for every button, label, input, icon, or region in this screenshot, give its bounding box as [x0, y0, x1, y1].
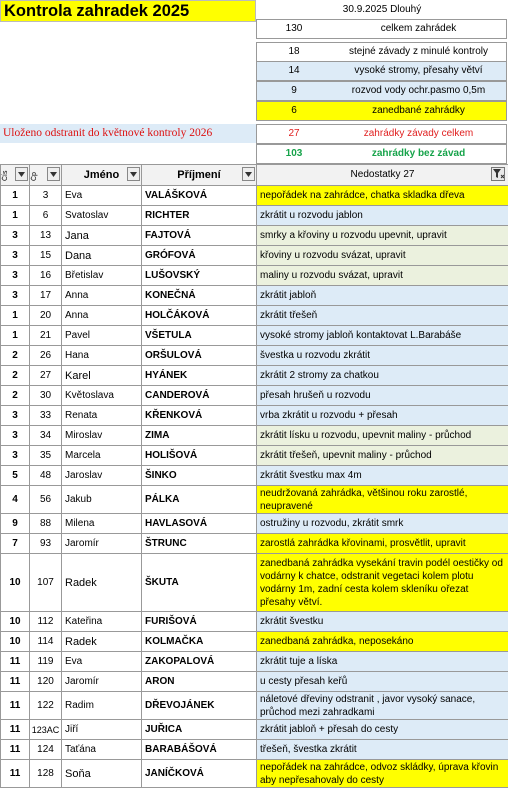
surname-cell[interactable]: FURIŠOVÁ [142, 612, 257, 632]
first-name-cell[interactable]: Jiří [62, 720, 142, 740]
surname-cell[interactable]: ŠTRUNC [142, 534, 257, 554]
defect-cell[interactable]: vysoké stromy jabloň kontaktovat L.Barabáše [257, 326, 508, 346]
house-number-cell[interactable]: 13 [30, 226, 62, 246]
first-name-cell[interactable]: Jakub [62, 486, 142, 514]
table-row[interactable] [1, 632, 508, 652]
row-number-cell[interactable]: 2 [1, 366, 30, 386]
surname-cell[interactable]: JUŘICA [142, 720, 257, 740]
house-number-cell[interactable]: 123AC [30, 720, 62, 740]
table-row[interactable] [1, 692, 508, 720]
row-number-cell[interactable]: 2 [1, 386, 30, 406]
row-number-cell[interactable]: 5 [1, 466, 30, 486]
stat-row[interactable] [256, 124, 507, 144]
first-name-cell[interactable]: Jana [62, 226, 142, 246]
sheet-title[interactable]: Kontrola zahradek 2025 [0, 0, 256, 22]
first-name-cell[interactable]: Marcela [62, 446, 142, 466]
defect-cell[interactable]: zkrátit třešeň [257, 306, 508, 326]
surname-cell[interactable]: HYÁNEK [142, 366, 257, 386]
filter-dropdown-icon[interactable] [47, 167, 60, 181]
row-number-cell[interactable]: 7 [1, 534, 30, 554]
table-row[interactable] [1, 406, 508, 426]
date-inspector-cell[interactable]: 30.9.2025 Dlouhý [342, 4, 422, 15]
surname-cell[interactable]: ZAKOPALOVÁ [142, 652, 257, 672]
row-number-cell[interactable]: 11 [1, 652, 30, 672]
house-number-cell[interactable]: 16 [30, 266, 62, 286]
house-number-cell[interactable]: 114 [30, 632, 62, 652]
defect-cell[interactable]: třešeň, švestka zkrátit [257, 740, 508, 760]
first-name-cell[interactable]: Renata [62, 406, 142, 426]
defect-cell[interactable]: zkrátit jabloň [257, 286, 508, 306]
table-row[interactable] [1, 246, 508, 266]
house-number-cell[interactable]: 128 [30, 760, 62, 788]
stat-label: stejné závady z minulé kontroly [349, 46, 488, 57]
table-row[interactable] [1, 366, 508, 386]
first-name-cell[interactable]: Radek [62, 632, 142, 652]
row-number-cell[interactable]: 3 [1, 266, 30, 286]
first-name-cell[interactable]: Eva [62, 186, 142, 206]
stat-row[interactable] [256, 81, 507, 101]
first-name-cell[interactable]: Radim [62, 692, 142, 720]
filter-dropdown-icon[interactable] [242, 167, 255, 181]
defect-cell[interactable]: zkrátit lísku u rozvodu, upevnit maliny - průchod [257, 426, 508, 446]
header-row [1, 165, 508, 186]
defect-cell[interactable]: neudržovaná zahrádka, většinou roku zarostlé, neupravené [257, 486, 508, 514]
stat-count: 27 [288, 128, 300, 139]
surname-cell[interactable]: PÁLKA [142, 486, 257, 514]
stat-row[interactable] [256, 19, 507, 39]
first-name-cell[interactable]: Anna [62, 306, 142, 326]
surname-cell[interactable]: DŘEVOJÁNEK [142, 692, 257, 720]
header-prijmeni-label: Příjmení [177, 169, 221, 181]
defect-cell[interactable]: zkrátit tuje a líska [257, 652, 508, 672]
defect-cell[interactable]: zanedbaná zahrádka vysekání travin podél oestičky od vodárny k chatce, odstranit vegetaci kolem plotu vodárny 1m, zadní cesta kolem skleníku ořezat přesahy větví. [257, 554, 508, 612]
row-number-cell[interactable]: 3 [1, 246, 30, 266]
surname-cell[interactable]: FAJTOVÁ [142, 226, 257, 246]
house-number-cell[interactable]: 27 [30, 366, 62, 386]
house-number-cell[interactable]: 17 [30, 286, 62, 306]
first-name-cell[interactable]: Eva [62, 652, 142, 672]
stat-count: 18 [288, 46, 300, 57]
house-number-cell[interactable]: 107 [30, 554, 62, 612]
defect-cell[interactable]: zkrátit u rozvodu jablon [257, 206, 508, 226]
surname-cell[interactable]: ŠINKO [142, 466, 257, 486]
header-cislo[interactable] [1, 165, 30, 186]
first-name-cell[interactable]: Jaromír [62, 672, 142, 692]
defect-cell[interactable]: přesah hrušeň u rozvodu [257, 386, 508, 406]
stat-label: celkem zahrádek [380, 23, 457, 34]
surname-cell[interactable]: JANÍČKOVÁ [142, 760, 257, 788]
defect-cell[interactable]: zkrátit švestku [257, 612, 508, 632]
table-row[interactable] [1, 386, 508, 406]
row-number-cell[interactable]: 3 [1, 426, 30, 446]
table-row[interactable] [1, 206, 508, 226]
house-number-cell[interactable]: 48 [30, 466, 62, 486]
first-name-cell[interactable]: Hana [62, 346, 142, 366]
table-row[interactable] [1, 612, 508, 632]
defect-cell[interactable]: švestka u rozvodu zkrátit [257, 346, 508, 366]
stat-row[interactable] [256, 61, 507, 81]
header-prijmeni[interactable] [142, 165, 257, 186]
row-number-cell[interactable]: 1 [1, 326, 30, 346]
stat-label: zahrádky bez závad [371, 148, 466, 159]
stat-count: 9 [291, 85, 297, 96]
house-number-cell[interactable]: 119 [30, 652, 62, 672]
defect-cell[interactable]: ostružiny u rozvodu, zkrátit smrk [257, 514, 508, 534]
house-number-cell[interactable]: 6 [30, 206, 62, 226]
table-row[interactable] [1, 554, 508, 612]
stat-label: rozvod vody ochr.pasmo 0,5m [351, 85, 486, 96]
table-row[interactable] [1, 514, 508, 534]
table-row[interactable] [1, 720, 508, 740]
table-row[interactable] [1, 266, 508, 286]
table-row[interactable] [1, 306, 508, 326]
row-number-cell[interactable]: 3 [1, 286, 30, 306]
filter-dropdown-icon[interactable] [127, 167, 140, 181]
house-number-cell[interactable]: 21 [30, 326, 62, 346]
stat-label: zahrádky závady celkem [363, 128, 474, 139]
row-number-cell[interactable]: 11 [1, 692, 30, 720]
house-number-cell[interactable]: 34 [30, 426, 62, 446]
house-number-cell[interactable]: 88 [30, 514, 62, 534]
filter-dropdown-icon[interactable] [15, 167, 28, 181]
table-row[interactable] [1, 286, 508, 306]
table-row[interactable] [1, 486, 508, 514]
house-number-cell[interactable]: 93 [30, 534, 62, 554]
first-name-cell[interactable]: Jaromír [62, 534, 142, 554]
inspection-table [0, 164, 508, 788]
defect-cell[interactable]: zarostlá zahrádka křovinami, prosvětlit, upravit [257, 534, 508, 554]
house-number-cell[interactable]: 120 [30, 672, 62, 692]
surname-cell[interactable]: LUŠOVSKÝ [142, 266, 257, 286]
defect-cell[interactable]: zkrátit švestku max 4m [257, 466, 508, 486]
house-number-cell[interactable]: 3 [30, 186, 62, 206]
stat-count: 130 [285, 23, 303, 34]
house-number-cell[interactable]: 30 [30, 386, 62, 406]
row-number-cell[interactable]: 10 [1, 632, 30, 652]
defect-cell[interactable]: maliny u rozvodu svázat, upravit [257, 266, 508, 286]
row-number-cell[interactable]: 1 [1, 206, 30, 226]
first-name-cell[interactable]: Milena [62, 514, 142, 534]
house-number-cell[interactable]: 56 [30, 486, 62, 514]
table-row[interactable] [1, 672, 508, 692]
surname-cell[interactable]: KŘENKOVÁ [142, 406, 257, 426]
row-number-cell[interactable]: 10 [1, 612, 30, 632]
row-number-cell[interactable]: 9 [1, 514, 30, 534]
defect-cell[interactable]: zkrátit jabloň + přesah do cesty [257, 720, 508, 740]
filter-active-icon[interactable] [491, 167, 505, 181]
row-number-cell[interactable]: 10 [1, 554, 30, 612]
table-row[interactable] [1, 426, 508, 446]
table-row[interactable] [1, 740, 508, 760]
first-name-cell[interactable]: Radek [62, 554, 142, 612]
table-row[interactable] [1, 186, 508, 206]
house-number-cell[interactable]: 20 [30, 306, 62, 326]
first-name-cell[interactable]: Miroslav [62, 426, 142, 446]
house-number-cell[interactable]: 26 [30, 346, 62, 366]
defect-cell[interactable]: zkrátit 2 stromy za chatkou [257, 366, 508, 386]
defect-cell[interactable]: náletové dřeviny odstranit , javor vysoký sanace, průchod mezi zahradkami [257, 692, 508, 720]
row-number-cell[interactable]: 1 [1, 186, 30, 206]
table-row[interactable] [1, 346, 508, 366]
stat-row[interactable] [256, 101, 507, 121]
stat-row[interactable] [256, 144, 507, 164]
surname-cell[interactable]: BARABÁŠOVÁ [142, 740, 257, 760]
table-row[interactable] [1, 760, 508, 788]
first-name-cell[interactable]: Květoslava [62, 386, 142, 406]
table-row[interactable] [1, 466, 508, 486]
stat-label: vysoké stromy, přesahy větví [354, 65, 483, 76]
surname-cell[interactable]: RICHTER [142, 206, 257, 226]
table-row[interactable] [1, 446, 508, 466]
stat-row[interactable] [256, 42, 507, 62]
surname-cell[interactable]: ZIMA [142, 426, 257, 446]
first-name-cell[interactable]: Břetislav [62, 266, 142, 286]
house-number-cell[interactable]: 33 [30, 406, 62, 426]
defect-cell[interactable]: křoviny u rozvodu svázat, upravit [257, 246, 508, 266]
house-number-cell[interactable]: 35 [30, 446, 62, 466]
header-nedostatky[interactable] [257, 165, 508, 186]
first-name-cell[interactable]: Soňa [62, 760, 142, 788]
row-number-cell[interactable]: 11 [1, 720, 30, 740]
first-name-cell[interactable]: Karel [62, 366, 142, 386]
table-row[interactable] [1, 534, 508, 554]
surname-cell[interactable]: HOLIŠOVÁ [142, 446, 257, 466]
defect-cell[interactable]: smrky a křoviny u rozvodu upevnit, upravit [257, 226, 508, 246]
table-row[interactable] [1, 652, 508, 672]
house-number-cell[interactable]: 112 [30, 612, 62, 632]
deadline-note[interactable]: Uloženo odstranit do květnové kontroly 2026 [0, 124, 256, 143]
first-name-cell[interactable]: Kateřina [62, 612, 142, 632]
defect-cell[interactable]: nepořádek na zahrádce, chatka skladka dřeva [257, 186, 508, 206]
stat-count: 6 [291, 105, 297, 116]
house-number-cell[interactable]: 124 [30, 740, 62, 760]
surname-cell[interactable]: VŠETULA [142, 326, 257, 346]
header-cp[interactable] [30, 165, 62, 186]
defect-cell[interactable]: nepořádek na zahrádce, odvoz skládky, úprava křovin aby nepřesahovaly do cesty [257, 760, 508, 788]
surname-cell[interactable]: HAVLASOVÁ [142, 514, 257, 534]
surname-cell[interactable]: ARON [142, 672, 257, 692]
surname-cell[interactable]: KONEČNÁ [142, 286, 257, 306]
row-number-cell[interactable]: 4 [1, 486, 30, 514]
row-number-cell[interactable]: 3 [1, 226, 30, 246]
table-row[interactable] [1, 226, 508, 246]
defect-cell[interactable]: zanedbaná zahrádka, neposekáno [257, 632, 508, 652]
first-name-cell[interactable]: Dana [62, 246, 142, 266]
surname-cell[interactable]: KOLMAČKA [142, 632, 257, 652]
row-number-cell[interactable]: 3 [1, 446, 30, 466]
first-name-cell[interactable]: Anna [62, 286, 142, 306]
row-number-cell[interactable]: 11 [1, 740, 30, 760]
header-cp-label: Čp [31, 172, 38, 181]
house-number-cell[interactable]: 122 [30, 692, 62, 720]
row-number-cell[interactable]: 11 [1, 672, 30, 692]
house-number-cell[interactable]: 15 [30, 246, 62, 266]
first-name-cell[interactable]: Svatoslav [62, 206, 142, 226]
surname-cell[interactable]: GRÓFOVÁ [142, 246, 257, 266]
surname-cell[interactable]: HOLČÁKOVÁ [142, 306, 257, 326]
row-number-cell[interactable]: 11 [1, 760, 30, 788]
defect-cell[interactable]: zkrátit třešeň, upevnit maliny - průchod [257, 446, 508, 466]
surname-cell[interactable]: ŠKUTA [142, 554, 257, 612]
header-cislo-label: Čís [2, 170, 9, 181]
row-number-cell[interactable]: 1 [1, 306, 30, 326]
summary-panel [0, 0, 508, 164]
row-number-cell[interactable]: 3 [1, 406, 30, 426]
row-number-cell[interactable]: 2 [1, 346, 30, 366]
first-name-cell[interactable]: Jaroslav [62, 466, 142, 486]
stat-count: 14 [288, 65, 300, 76]
first-name-cell[interactable]: Taťána [62, 740, 142, 760]
table-row[interactable] [1, 326, 508, 346]
surname-cell[interactable]: VALÁŠKOVÁ [142, 186, 257, 206]
header-nedostatky-label: Nedostatky 27 [350, 169, 415, 180]
header-jmeno-label: Jméno [83, 169, 120, 181]
surname-cell[interactable]: CANDEROVÁ [142, 386, 257, 406]
header-jmeno[interactable] [62, 165, 142, 186]
first-name-cell[interactable]: Pavel [62, 326, 142, 346]
defect-cell[interactable]: vrba zkrátit u rozvodu + přesah [257, 406, 508, 426]
stat-count: 103 [285, 148, 303, 159]
defect-cell[interactable]: u cesty přesah keřů [257, 672, 508, 692]
surname-cell[interactable]: ORŠULOVÁ [142, 346, 257, 366]
stat-label: zanedbané zahrádky [372, 105, 465, 116]
